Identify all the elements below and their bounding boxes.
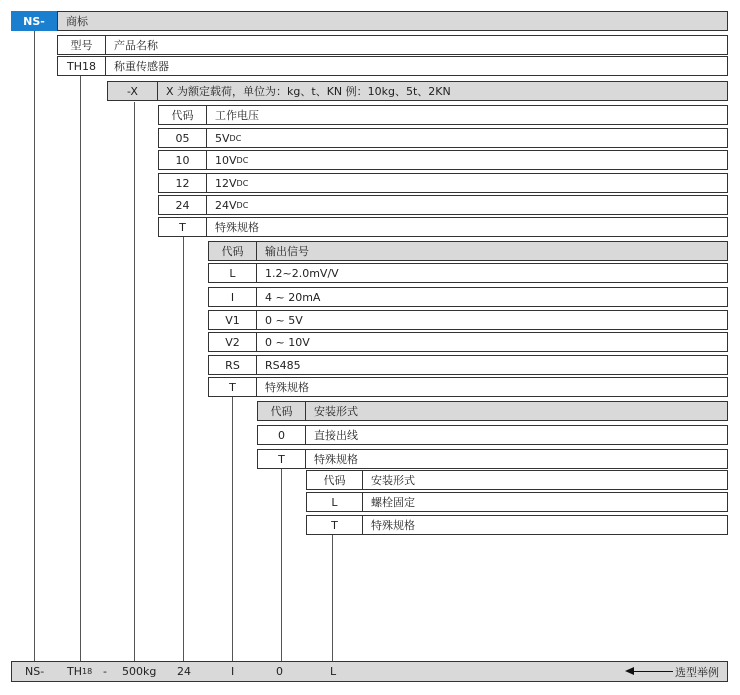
output-row xyxy=(208,263,728,283)
connector-line-mount1 xyxy=(281,469,282,661)
example-mount1: 0 xyxy=(276,665,283,678)
voltage-value: 12V DC xyxy=(215,176,249,190)
mount2-header-desc: 安装形式 xyxy=(371,474,415,487)
example-voltage: 24 xyxy=(177,665,191,678)
voltage-code: 10 xyxy=(159,151,207,169)
example-output: I xyxy=(231,665,235,678)
example-model: TH 18 xyxy=(67,665,93,678)
mount1-row xyxy=(257,425,728,445)
output-desc: 0 ~ 10V xyxy=(265,335,310,349)
brand-prefix-badge: NS- xyxy=(11,11,57,31)
mount2-header-code: 代码 xyxy=(307,471,363,489)
voltage-code: 05 xyxy=(159,129,207,147)
mount2-header-row xyxy=(306,470,728,490)
selection-example-bar xyxy=(11,661,728,682)
example-caption: 选型举例 xyxy=(675,665,719,679)
model-header-desc: 产品名称 xyxy=(114,39,158,52)
mount2-desc: 螺栓固定 xyxy=(371,496,415,509)
example-dash: - xyxy=(103,665,107,678)
voltage-row xyxy=(158,217,728,237)
mount2-desc: 特殊规格 xyxy=(371,519,415,532)
voltage-header-desc: 工作电压 xyxy=(215,109,259,122)
model-header-code: 型号 xyxy=(58,36,106,54)
voltage-unit: DC xyxy=(236,178,249,188)
output-row xyxy=(208,287,728,307)
output-header-code: 代码 xyxy=(209,242,257,260)
mount1-code: T xyxy=(258,450,306,468)
output-code: L xyxy=(209,264,257,282)
mount1-header-code: 代码 xyxy=(258,402,306,420)
output-header-row xyxy=(208,241,728,261)
brand-label: 商标 xyxy=(66,15,88,28)
model-code: TH18 xyxy=(58,57,106,75)
voltage-row xyxy=(158,173,728,193)
example-capacity: 500kg xyxy=(122,665,157,678)
voltage-value: 特殊规格 xyxy=(215,221,259,234)
model-row xyxy=(57,56,728,76)
voltage-header-code: 代码 xyxy=(159,106,207,124)
voltage-unit: DC xyxy=(236,155,249,165)
voltage-code: T xyxy=(159,218,207,236)
output-code: V1 xyxy=(209,311,257,329)
voltage-value: 5V DC xyxy=(215,131,242,145)
mount2-code: T xyxy=(307,516,363,534)
mount1-header-desc: 安装形式 xyxy=(314,405,358,418)
output-row xyxy=(208,377,728,397)
arrow-left-icon xyxy=(633,671,673,672)
output-desc: 1.2~2.0mV/V xyxy=(265,266,339,280)
output-desc: 特殊规格 xyxy=(265,381,309,394)
output-desc: RS485 xyxy=(265,358,301,372)
connector-line-model xyxy=(80,72,81,661)
brand-row xyxy=(57,11,728,31)
output-desc: 0 ~ 5V xyxy=(265,313,303,327)
voltage-row xyxy=(158,128,728,148)
mount1-header-row xyxy=(257,401,728,421)
output-code: RS xyxy=(209,356,257,374)
output-row xyxy=(208,310,728,330)
voltage-row xyxy=(158,150,728,170)
mount1-desc: 特殊规格 xyxy=(314,453,358,466)
voltage-header-row xyxy=(158,105,728,125)
output-code: V2 xyxy=(209,333,257,351)
mount1-row xyxy=(257,449,728,469)
capacity-row xyxy=(107,81,728,101)
output-code: I xyxy=(209,288,257,306)
output-header-desc: 输出信号 xyxy=(265,245,309,258)
example-mount2: L xyxy=(330,665,337,678)
voltage-code: 12 xyxy=(159,174,207,192)
model-header-row xyxy=(57,35,728,55)
voltage-row xyxy=(158,195,728,215)
connector-line-mount2 xyxy=(332,535,333,661)
voltage-value: 10V DC xyxy=(215,153,249,167)
output-code: T xyxy=(209,378,257,396)
connector-line-brand xyxy=(34,31,35,661)
example-model-sub: 18 xyxy=(82,667,93,676)
connector-line-voltage xyxy=(183,237,184,661)
output-desc: 4 ~ 20mA xyxy=(265,290,321,304)
capacity-code: -X xyxy=(108,82,158,100)
connector-line-capacity xyxy=(134,102,135,661)
mount2-row xyxy=(306,492,728,512)
mount2-row xyxy=(306,515,728,535)
voltage-unit: DC xyxy=(236,200,249,210)
model-desc: 称重传感器 xyxy=(114,60,169,73)
voltage-unit: DC xyxy=(229,133,242,143)
output-row xyxy=(208,332,728,352)
mount1-desc: 直接出线 xyxy=(314,429,358,442)
connector-line-output xyxy=(232,397,233,661)
mount2-code: L xyxy=(307,493,363,511)
output-row xyxy=(208,355,728,375)
voltage-value: 24V DC xyxy=(215,198,249,212)
mount1-code: 0 xyxy=(258,426,306,444)
capacity-desc: X 为额定载荷，单位为：kg、t、KN 例：10kg、5t、2KN xyxy=(166,85,451,98)
example-prefix: NS- xyxy=(25,665,45,678)
voltage-code: 24 xyxy=(159,196,207,214)
